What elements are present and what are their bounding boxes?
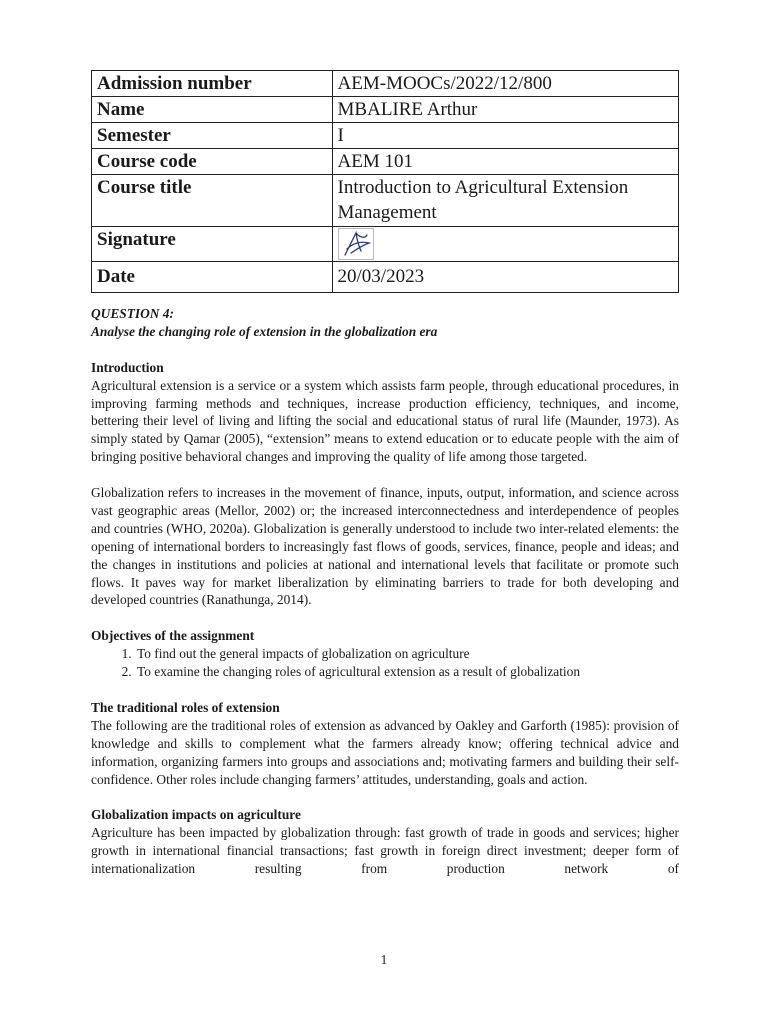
- name-value: MBALIRE Arthur: [332, 97, 678, 123]
- introduction-paragraph-2: Globalization refers to increases in the movement of finance, inputs, output, information, and science across vast geographic areas (Mellor, 2002) or; the increased interconnectedness and interdependence of peoples and countries (WHO, 2020a). Globalization is generally understood to include two inter-related elements: the opening of international borders to increasingly fast flows of goods, services, finance, people and ideas; and the changes in institutions and policies at national and international levels that facilitate or promote such flows. It paves way for market liberalization by eliminating barriers to trade for both developing and developed countries (Ranathunga, 2014).: [91, 485, 679, 608]
- introduction-heading: Introduction: [91, 359, 164, 375]
- signature-image: [338, 228, 374, 260]
- course-code-value: AEM 101: [332, 149, 678, 175]
- semester-value: I: [332, 123, 678, 149]
- admission-number-label: Admission number: [92, 71, 333, 97]
- table-row: [92, 175, 679, 227]
- admission-number-value: AEM-MOOCs/2022/12/800: [332, 71, 678, 97]
- handwritten-signature-icon: [339, 229, 373, 259]
- traditional-roles-heading: The traditional roles of extension: [91, 699, 280, 715]
- semester-label: Semester: [92, 123, 333, 149]
- question-number: QUESTION 4:: [91, 306, 174, 321]
- introduction-paragraph-1: Agricultural extension is a service or a system which assists farm people, through educational procedures, in improving farming methods and techniques, increase production efficiency, techniques, and income, bettering their level of living and lifting the social and educational status of rural life (Maunder, 1973). As simply stated by Qamar (2005), “extension” means to extend education or to educate people with the aim of bringing positive behavioral changes and improving the quality of life among those targeted.: [91, 377, 679, 465]
- traditional-roles-paragraph: The following are the traditional roles of extension as advanced by Oakley and Garforth (1985): provision of knowledge and skills to complement what the farmers already know; offering technical advice and information, organizing farmers into groups and associations and; motivating farmers and building their self-confidence. Other roles include changing farmers’ attitudes, understanding, goals and action.: [91, 717, 679, 787]
- table-row: [92, 123, 679, 149]
- name-label: Name: [92, 97, 333, 123]
- date-value: 20/03/2023: [332, 262, 678, 293]
- student-info-table: [91, 70, 679, 293]
- objectives-heading: Objectives of the assignment: [91, 628, 255, 644]
- course-title-label: Course title: [92, 175, 333, 227]
- course-code-label: Course code: [92, 149, 333, 175]
- table-row: [92, 71, 679, 97]
- globalization-impacts-heading: Globalization impacts on agriculture: [91, 807, 301, 823]
- table-row: [92, 262, 679, 293]
- signature-cell: [332, 227, 678, 262]
- page-number: 1: [380, 952, 388, 967]
- course-title-value: Introduction to Agricultural Extension Management: [332, 175, 678, 227]
- table-row: [92, 227, 679, 262]
- globalization-impacts-paragraph: Agriculture has been impacted by globalization through: fast growth of trade in goods and services; higher growth in international financial transactions; fast growth in foreign direct investment; deeper form of internationalization resulting from production network of: [91, 825, 679, 877]
- document-body: [91, 305, 679, 878]
- table-row: [92, 97, 679, 123]
- table-row: [92, 149, 679, 175]
- list-item: 1. To find out the general impacts of globalization on agriculture: [135, 645, 679, 663]
- list-item: 2. To examine the changing roles of agricultural extension as a result of globalization: [135, 663, 679, 681]
- signature-label: Signature: [92, 227, 333, 262]
- date-label: Date: [92, 262, 333, 293]
- objectives-list: [91, 645, 679, 681]
- question-text: Analyse the changing role of extension in the globalization era: [91, 323, 438, 339]
